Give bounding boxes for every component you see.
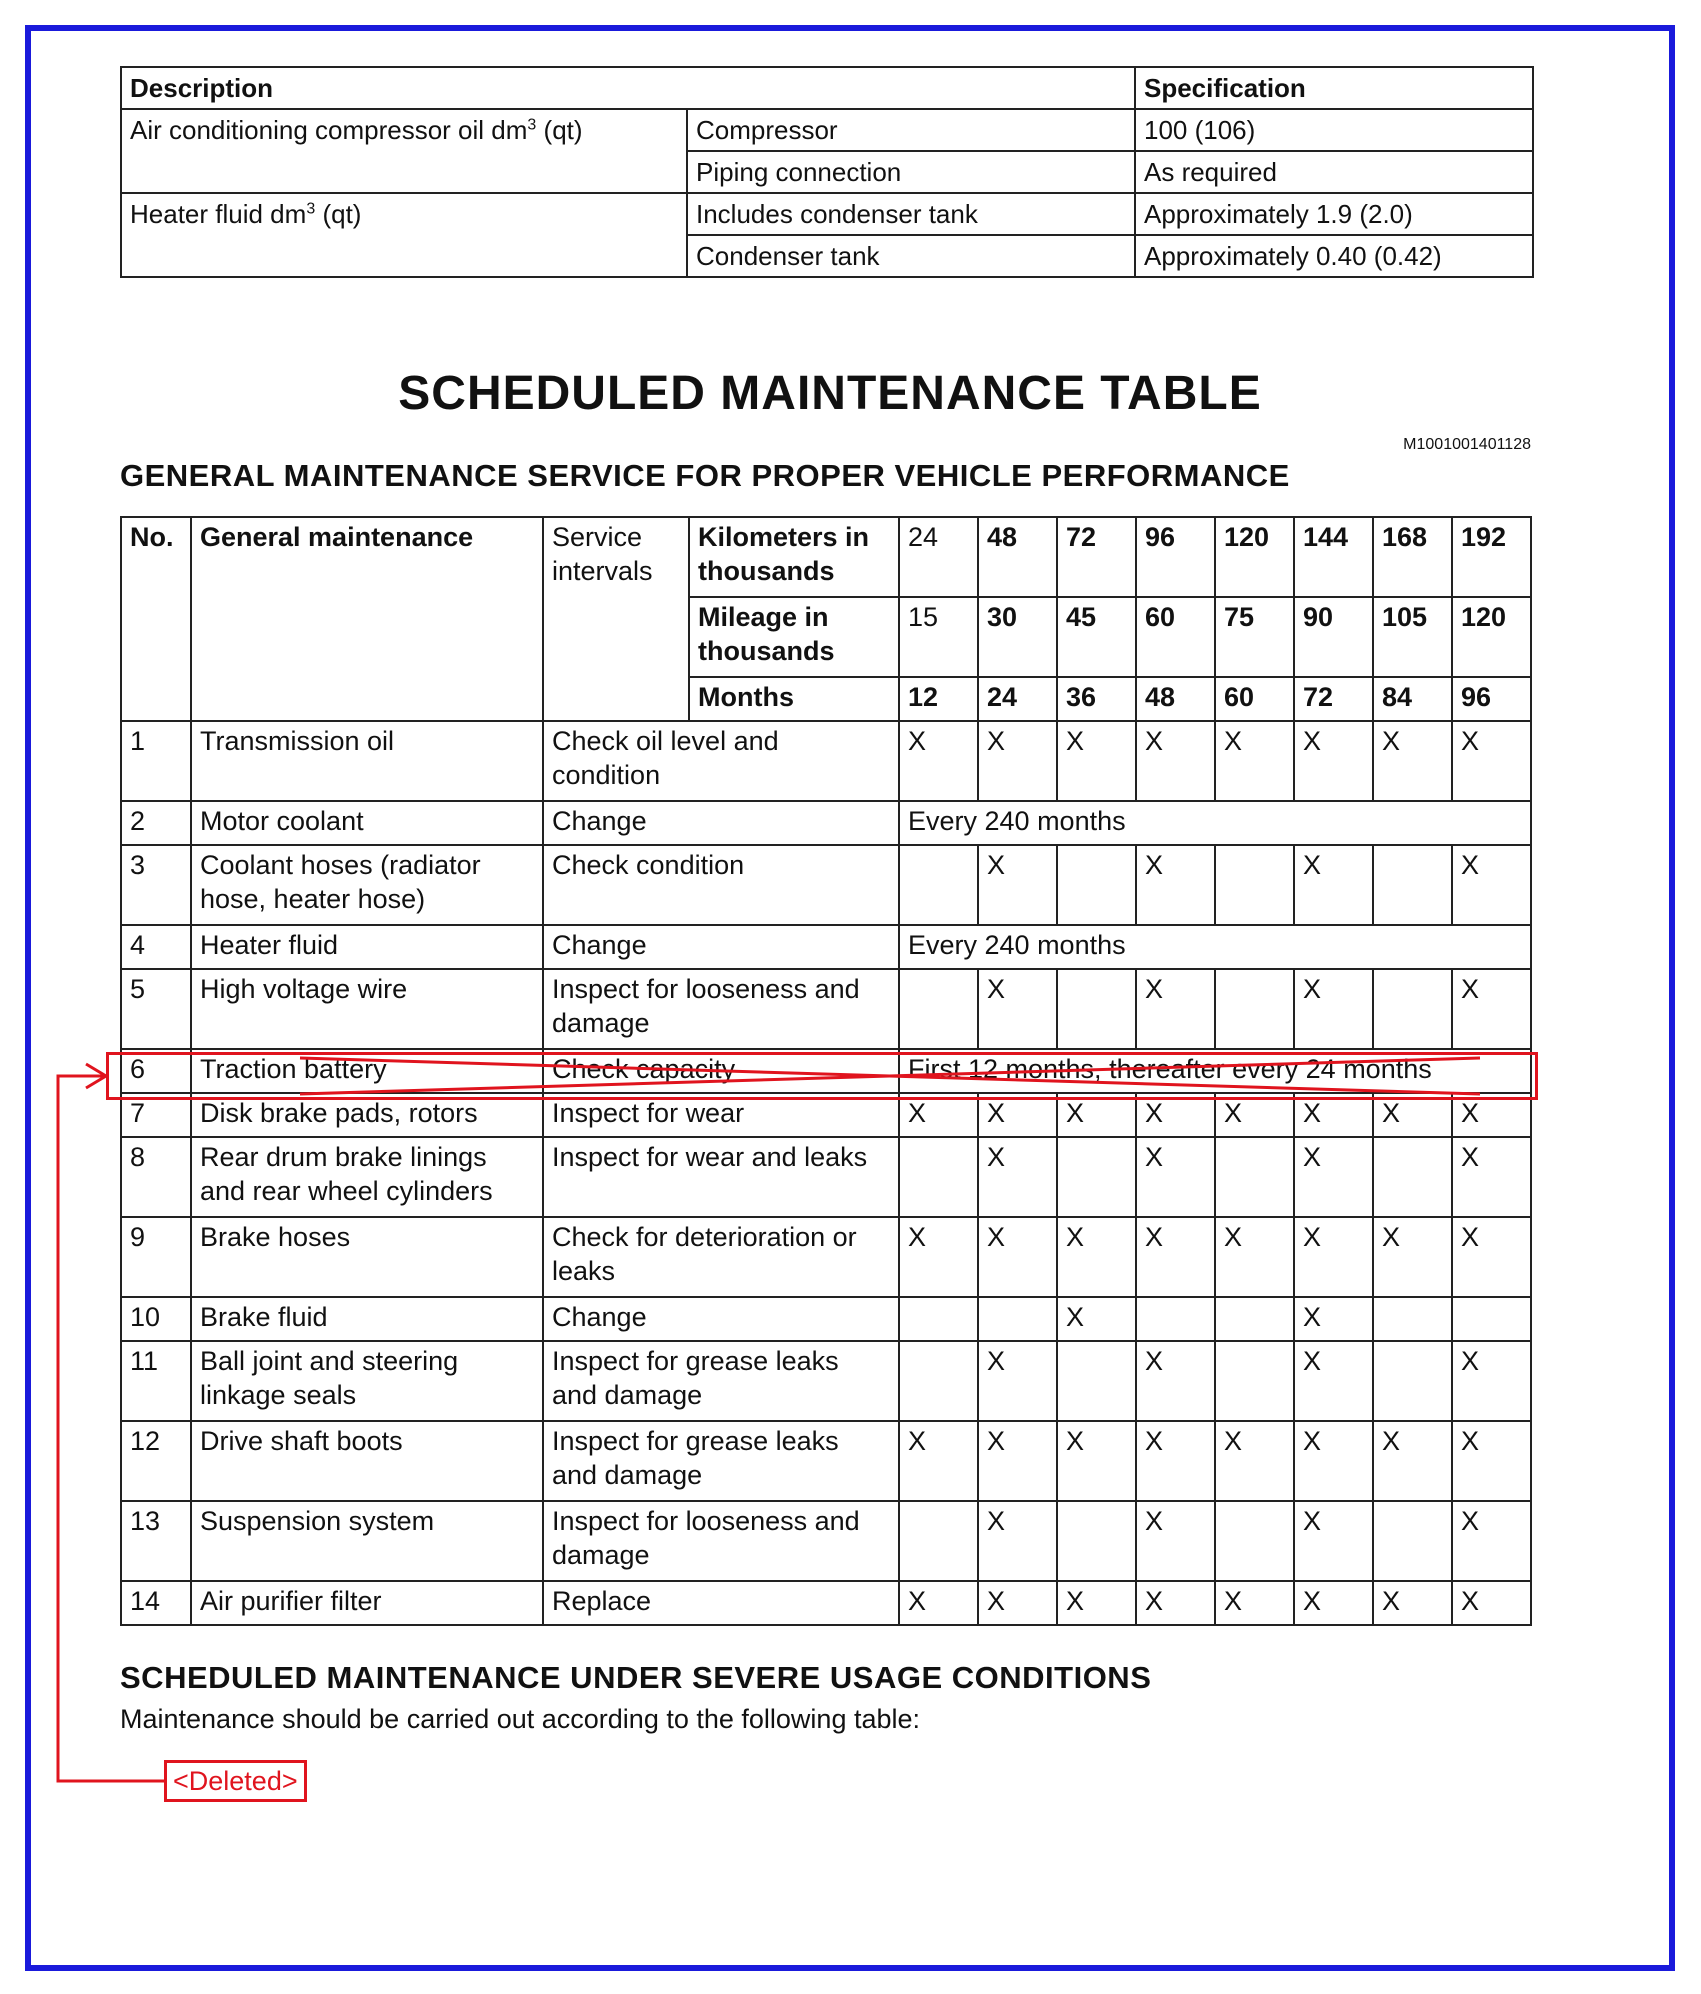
row-mark: X — [1294, 1297, 1373, 1341]
header-months-value: 60 — [1215, 677, 1294, 721]
row-mark: X — [1373, 1581, 1452, 1625]
row-number: 9 — [121, 1217, 191, 1297]
row-mark: X — [1136, 845, 1215, 925]
row-mark: X — [1294, 969, 1373, 1049]
row-mark: X — [1136, 1137, 1215, 1217]
row-service: Inspect for grease leaks and damage — [543, 1421, 899, 1501]
row-mark: X — [1294, 721, 1373, 801]
row-item: Disk brake pads, rotors — [191, 1093, 543, 1137]
row-mark: X — [1057, 1297, 1136, 1341]
header-km-value: 72 — [1057, 517, 1136, 597]
row-number: 10 — [121, 1297, 191, 1341]
row-mark: X — [978, 721, 1057, 801]
row-mark: X — [1373, 1093, 1452, 1137]
row-mark: X — [978, 1093, 1057, 1137]
row-mark: X — [1057, 721, 1136, 801]
row-item: Air purifier filter — [191, 1581, 543, 1625]
deleted-label: <Deleted> — [164, 1760, 307, 1802]
header-mileage-value: 60 — [1136, 597, 1215, 677]
row-mark: X — [1136, 1341, 1215, 1421]
row-service: Inspect for looseness and damage — [543, 1501, 899, 1581]
row-mark: X — [1294, 1341, 1373, 1421]
row-item: Coolant hoses (radiator hose, heater hose) — [191, 845, 543, 925]
row-item: Transmission oil — [191, 721, 543, 801]
row-mark: X — [1215, 1093, 1294, 1137]
page-title: SCHEDULED MAINTENANCE TABLE — [398, 367, 1262, 420]
row-mark: X — [1136, 1217, 1215, 1297]
row-mark: X — [978, 845, 1057, 925]
row-interval-span: Every 240 months — [899, 925, 1531, 969]
row-service: Inspect for looseness and damage — [543, 969, 899, 1049]
row-mark: X — [899, 1581, 978, 1625]
row-item: Rear drum brake linings and rear wheel cylinders — [191, 1137, 543, 1217]
row-mark: X — [1452, 1093, 1531, 1137]
row-service: Change — [543, 1297, 899, 1341]
document-id: M1001001401128 — [1403, 436, 1531, 453]
row-mark: X — [899, 1217, 978, 1297]
spec-item: Includes condenser tank — [687, 193, 1135, 235]
row-mark: X — [1452, 845, 1531, 925]
header-mileage-value: 75 — [1215, 597, 1294, 677]
row-item: Drive shaft boots — [191, 1421, 543, 1501]
row-mark: X — [1215, 1217, 1294, 1297]
row-mark: X — [1136, 1421, 1215, 1501]
row-item: Suspension system — [191, 1501, 543, 1581]
header-months-value: 84 — [1373, 677, 1452, 721]
row-mark: X — [899, 1421, 978, 1501]
row-item: Brake fluid — [191, 1297, 543, 1341]
row-mark: X — [1452, 721, 1531, 801]
row-mark: X — [1215, 721, 1294, 801]
row-mark: X — [978, 969, 1057, 1049]
row-mark: X — [1294, 845, 1373, 925]
row-mark: X — [1373, 721, 1452, 801]
row-service: Inspect for grease leaks and damage — [543, 1341, 899, 1421]
header-mileage-value: 45 — [1057, 597, 1136, 677]
row-mark: X — [1136, 1581, 1215, 1625]
row-number: 5 — [121, 969, 191, 1049]
spec-header-specification: Specification — [1135, 67, 1533, 109]
row-service: Change — [543, 801, 899, 845]
row-mark: X — [1373, 1217, 1452, 1297]
header-service: Service intervals — [543, 517, 689, 721]
row-mark: X — [978, 1421, 1057, 1501]
spec-value: 100 (106) — [1135, 109, 1533, 151]
row-service: Check for deterioration or leaks — [543, 1217, 899, 1297]
row-mark: X — [1452, 1137, 1531, 1217]
header-mileage-value: 15 — [899, 597, 978, 677]
spec-value: As required — [1135, 151, 1533, 193]
row-mark: X — [899, 721, 978, 801]
row-service: Check oil level and condition — [543, 721, 899, 801]
row-mark: X — [1452, 1341, 1531, 1421]
row-interval-span: First 12 months, thereafter every 24 months — [899, 1049, 1531, 1093]
row-mark: X — [1294, 1217, 1373, 1297]
header-months-label: Months — [689, 677, 899, 721]
severe-heading: SCHEDULED MAINTENANCE UNDER SEVERE USAGE CONDITIONS — [120, 1660, 1152, 1695]
row-number: 11 — [121, 1341, 191, 1421]
header-general: General maintenance — [191, 517, 543, 721]
header-mileage-value: 105 — [1373, 597, 1452, 677]
spec-header-description: Description — [121, 67, 1135, 109]
header-months-value: 36 — [1057, 677, 1136, 721]
header-km-value: 192 — [1452, 517, 1531, 597]
header-months-value: 72 — [1294, 677, 1373, 721]
row-mark: X — [1452, 1501, 1531, 1581]
row-mark: X — [1136, 1501, 1215, 1581]
row-item: High voltage wire — [191, 969, 543, 1049]
row-mark: X — [1452, 1421, 1531, 1501]
row-service: Check condition — [543, 845, 899, 925]
row-mark: X — [978, 1217, 1057, 1297]
header-mileage-label: Mileage in thousands — [689, 597, 899, 677]
spec-item: Piping connection — [687, 151, 1135, 193]
header-km-value: 24 — [899, 517, 978, 597]
row-service: Check capacity — [543, 1049, 899, 1093]
header-km-value: 120 — [1215, 517, 1294, 597]
row-item: Ball joint and steering linkage seals — [191, 1341, 543, 1421]
row-mark: X — [1452, 1217, 1531, 1297]
row-number: 1 — [121, 721, 191, 801]
row-mark: X — [1215, 1421, 1294, 1501]
spec-ac-oil-label: Air conditioning compressor oil $dm^3$ (qt) — [121, 109, 687, 193]
row-number: 14 — [121, 1581, 191, 1625]
row-mark: X — [1136, 1093, 1215, 1137]
header-months-value: 12 — [899, 677, 978, 721]
row-mark: X — [1452, 969, 1531, 1049]
row-service: Inspect for wear and leaks — [543, 1137, 899, 1217]
row-mark: X — [1294, 1421, 1373, 1501]
row-item: Brake hoses — [191, 1217, 543, 1297]
row-mark: X — [1057, 1093, 1136, 1137]
row-mark: X — [978, 1581, 1057, 1625]
row-service: Inspect for wear — [543, 1093, 899, 1137]
header-months-value: 24 — [978, 677, 1057, 721]
severe-text: Maintenance should be carried out according to the following table: — [120, 1704, 921, 1734]
row-number: 12 — [121, 1421, 191, 1501]
spec-heater-label: Heater fluid $dm^3$ (qt) — [121, 193, 687, 277]
header-months-value: 48 — [1136, 677, 1215, 721]
row-number: 2 — [121, 801, 191, 845]
row-mark: X — [1294, 1093, 1373, 1137]
spec-item: Compressor — [687, 109, 1135, 151]
spec-value: Approximately 0.40 (0.42) — [1135, 235, 1533, 277]
row-mark: X — [1294, 1501, 1373, 1581]
row-mark: X — [1136, 969, 1215, 1049]
row-item: Motor coolant — [191, 801, 543, 845]
row-service: Change — [543, 925, 899, 969]
header-months-value: 96 — [1452, 677, 1531, 721]
spec-value: Approximately 1.9 (2.0) — [1135, 193, 1533, 235]
header-km-value: 168 — [1373, 517, 1452, 597]
row-item: Heater fluid — [191, 925, 543, 969]
row-mark: X — [1373, 1421, 1452, 1501]
header-no: No. — [121, 517, 191, 721]
header-mileage-value: 90 — [1294, 597, 1373, 677]
row-interval-span: Every 240 months — [899, 801, 1531, 845]
section-subtitle: GENERAL MAINTENANCE SERVICE FOR PROPER VEHICLE PERFORMANCE — [120, 458, 1290, 493]
row-mark: X — [1215, 1581, 1294, 1625]
header-mileage-value: 120 — [1452, 597, 1531, 677]
row-service: Replace — [543, 1581, 899, 1625]
header-km-value: 96 — [1136, 517, 1215, 597]
row-mark: X — [978, 1501, 1057, 1581]
row-mark: X — [1057, 1581, 1136, 1625]
spec-item: Condenser tank — [687, 235, 1135, 277]
row-number: 8 — [121, 1137, 191, 1217]
header-km-label: Kilometers in thousands — [689, 517, 899, 597]
row-item: Traction battery — [191, 1049, 543, 1093]
row-number: 7 — [121, 1093, 191, 1137]
row-mark: X — [1057, 1217, 1136, 1297]
row-mark: X — [1452, 1581, 1531, 1625]
header-mileage-value: 30 — [978, 597, 1057, 677]
row-mark: X — [978, 1137, 1057, 1217]
callout-line — [58, 1076, 166, 1781]
header-km-value: 144 — [1294, 517, 1373, 597]
row-mark: X — [1057, 1421, 1136, 1501]
row-mark: X — [1294, 1137, 1373, 1217]
row-number: 13 — [121, 1501, 191, 1581]
row-number: 4 — [121, 925, 191, 969]
header-km-value: 48 — [978, 517, 1057, 597]
row-mark: X — [1294, 1581, 1373, 1625]
row-mark: X — [1136, 721, 1215, 801]
row-number: 6 — [121, 1049, 191, 1093]
row-number: 3 — [121, 845, 191, 925]
row-mark: X — [899, 1093, 978, 1137]
row-mark: X — [978, 1341, 1057, 1421]
